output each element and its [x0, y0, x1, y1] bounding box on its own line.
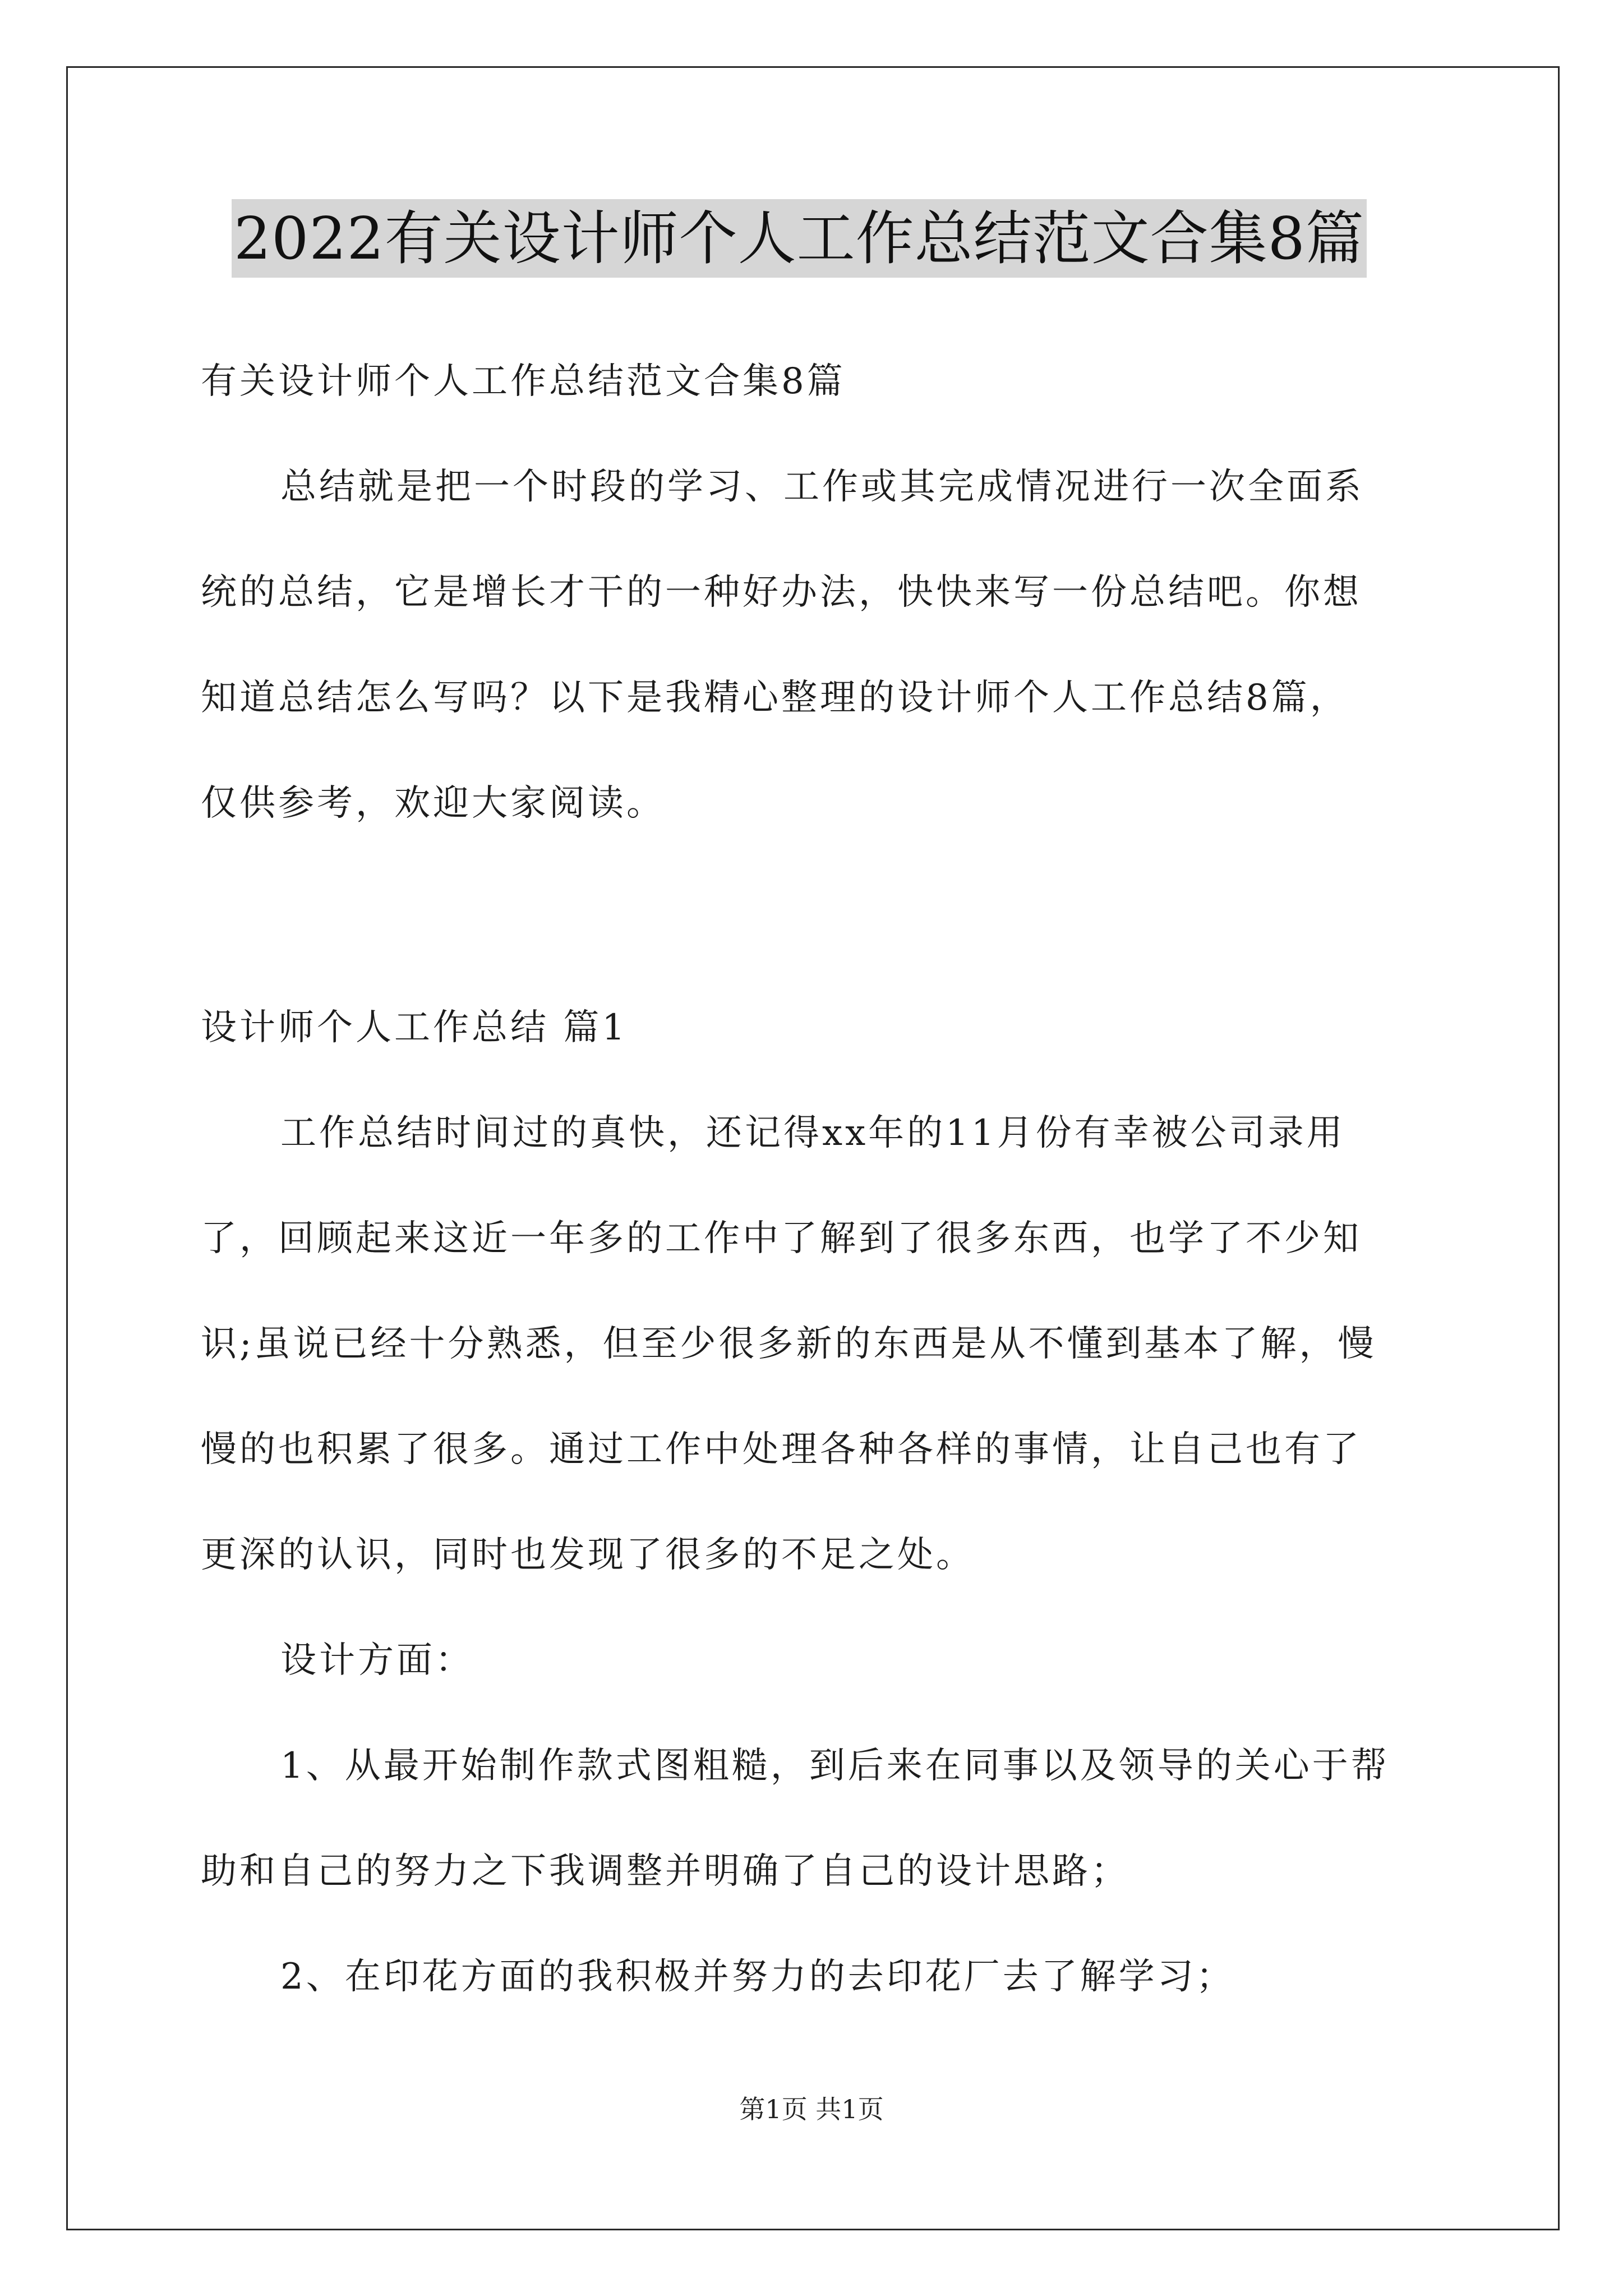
- paragraph-line-5: 更深的认识，同时也发现了很多的不足之处。: [201, 1534, 975, 1576]
- paragraph-line-2: 了，回顾起来这近一年多的工作中了解到了很多东西，也学了不少知: [201, 1218, 1362, 1259]
- item-1-line-2: 助和自己的努力之下我调整并明确了自己的设计思路；: [201, 1851, 1129, 1892]
- item-2-line: 2、在印花方面的我积极并努力的去印花厂去了解学习；: [280, 1956, 1235, 1998]
- paragraph-line-1: 工作总结时间过的真快，还记得xx年的11月份有幸被公司录用: [280, 1112, 1345, 1154]
- document-subtitle: 有关设计师个人工作总结范文合集8篇: [201, 361, 846, 402]
- design-heading: 设计方面：: [280, 1640, 474, 1681]
- page-number-footer: 第1页 共1页: [739, 2094, 884, 2124]
- intro-line-2: 统的总结，它是增长才干的一种好办法，快快来写一份总结吧。你想: [201, 572, 1362, 613]
- item-1-line-1: 1、从最开始制作款式图粗糙，到后来在同事以及领导的关心于帮: [280, 1745, 1390, 1787]
- paragraph-line-4: 慢的也积累了很多。通过工作中处理各种各样的事情，让自己也有了: [201, 1429, 1362, 1470]
- section-heading: 设计师个人工作总结 篇1: [201, 1007, 628, 1048]
- intro-line-3: 知道总结怎么写吗？以下是我精心整理的设计师个人工作总结8篇，: [201, 677, 1349, 719]
- paragraph-line-3: 识;虽说已经十分熟悉，但至少很多新的东西是从不懂到基本了解，慢: [201, 1323, 1377, 1365]
- document-title: 2022有关设计师个人工作总结范文合集8篇: [232, 199, 1367, 278]
- intro-line-4: 仅供参考，欢迎大家阅读。: [201, 783, 665, 824]
- intro-line-1: 总结就是把一个时段的学习、工作或其完成情况进行一次全面系: [280, 466, 1364, 508]
